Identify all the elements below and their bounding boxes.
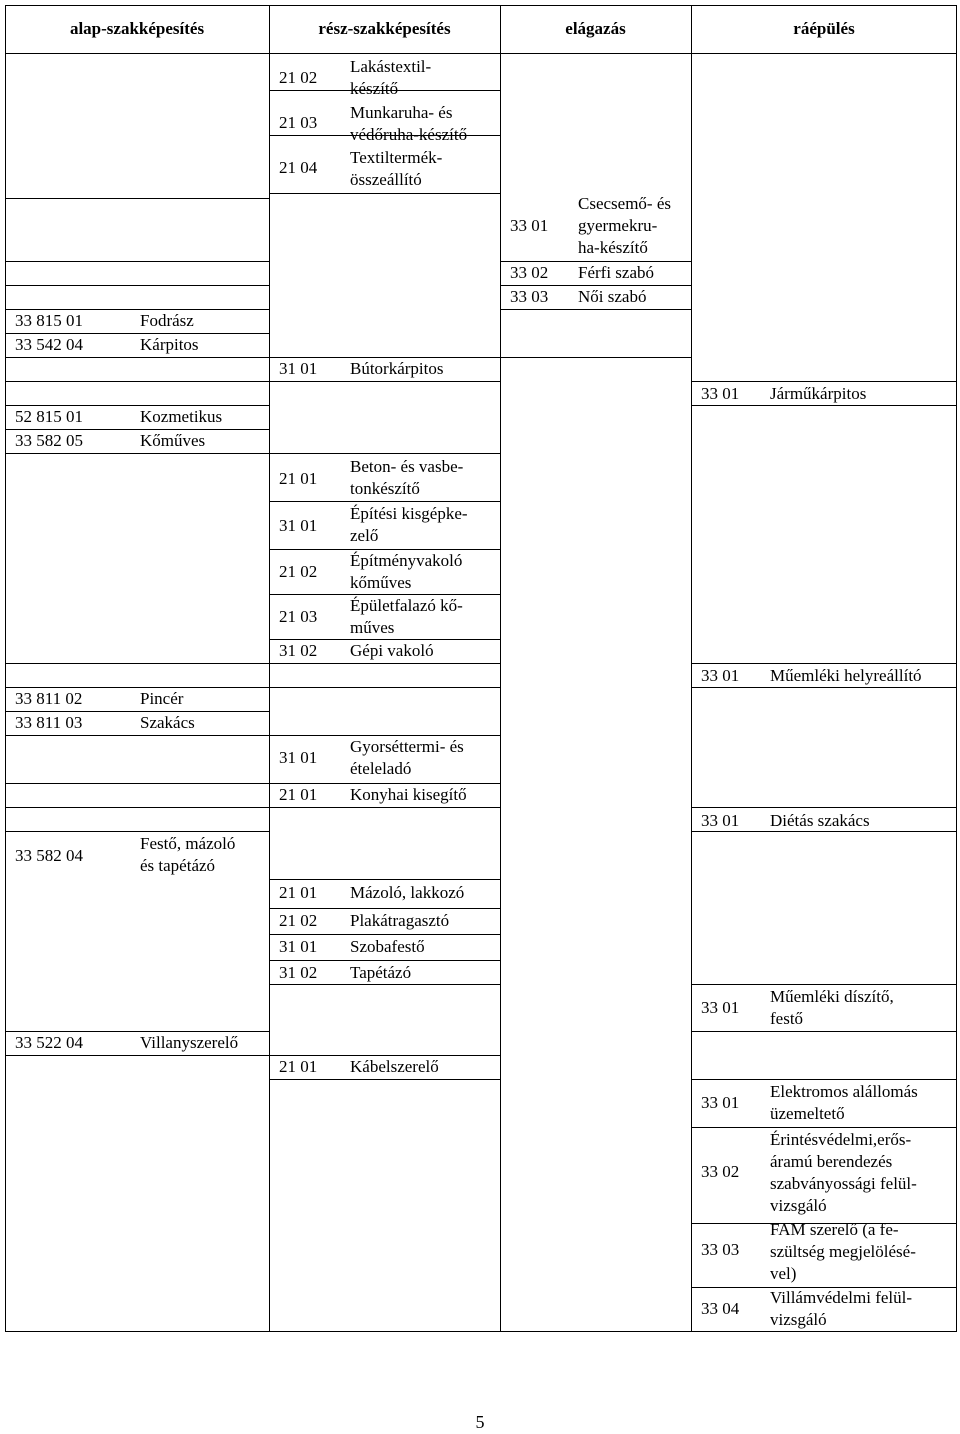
- code: 21 03: [279, 113, 318, 132]
- code: 52 815 01: [15, 407, 83, 426]
- code: 31 02: [279, 641, 318, 660]
- name: vizsgáló: [770, 1310, 827, 1329]
- name: Villámvédelmi felül-: [770, 1288, 913, 1307]
- name: Műemléki díszítő,: [770, 987, 894, 1006]
- name: Gyorséttermi- és: [350, 737, 464, 756]
- row-line: [691, 984, 957, 985]
- name: festő: [770, 1009, 804, 1028]
- row-line: [500, 309, 691, 310]
- code: 21 01: [279, 883, 318, 902]
- row-line: [269, 501, 500, 502]
- name: összeállító: [350, 170, 422, 189]
- name: Elektromos alállomás: [770, 1082, 918, 1101]
- name: zelő: [350, 526, 379, 545]
- name: tonkészítő: [350, 479, 420, 498]
- name: Kárpitos: [140, 335, 199, 354]
- name: műves: [350, 618, 395, 637]
- column-divider: [691, 5, 692, 1332]
- row-line: [269, 960, 500, 961]
- code: 21 02: [279, 911, 318, 930]
- name: Építési kisgépke-: [350, 504, 468, 523]
- column-divider: [500, 5, 501, 1332]
- row-line: [5, 831, 269, 832]
- row-line: [269, 908, 500, 909]
- code: 21 03: [279, 607, 318, 626]
- name: áramú berendezés: [770, 1152, 893, 1171]
- code: 31 01: [279, 937, 318, 956]
- name: Járműkárpitos: [770, 384, 867, 403]
- name: Női szabó: [578, 287, 647, 306]
- name: szabványossági felül-: [770, 1174, 917, 1193]
- code: 33 01: [701, 384, 740, 403]
- name: vizsgáló: [770, 1196, 827, 1215]
- code: 33 815 01: [15, 311, 83, 330]
- row-line: [5, 357, 269, 358]
- name: Lakástextil-: [350, 57, 432, 76]
- code: 21 02: [279, 562, 318, 581]
- row-line: [269, 453, 500, 454]
- row-line: [691, 663, 957, 664]
- table-border-top: [5, 5, 957, 6]
- column-divider: [269, 5, 270, 1332]
- row-line: [5, 453, 269, 454]
- code: 21 01: [279, 785, 318, 804]
- name: Kozmetikus: [140, 407, 223, 426]
- code: 31 01: [279, 516, 318, 535]
- name: Plakátragasztó: [350, 911, 450, 930]
- name: Szakács: [140, 713, 195, 732]
- row-line: [269, 193, 500, 194]
- row-line: [5, 1055, 269, 1056]
- row-line: [500, 357, 691, 358]
- row-line: [691, 1079, 957, 1080]
- row-line: [5, 783, 269, 784]
- row-line: [691, 1127, 957, 1128]
- name: FAM szerelő (a fe-: [770, 1220, 899, 1239]
- table-border-right: [956, 5, 957, 1332]
- code: 33 04: [701, 1299, 740, 1318]
- row-line: [5, 735, 269, 736]
- header-raepules: ráépülés: [793, 19, 855, 38]
- row-line: [691, 687, 957, 688]
- name: Textiltermék-: [350, 148, 443, 167]
- code: 21 01: [279, 1057, 318, 1076]
- code: 33 01: [701, 998, 740, 1017]
- code: 33 01: [701, 666, 740, 685]
- name: Festő, mázoló: [140, 834, 236, 853]
- code: 21 01: [279, 469, 318, 488]
- code: 33 542 04: [15, 335, 83, 354]
- row-line: [691, 405, 957, 406]
- name: Bútorkárpitos: [350, 359, 444, 378]
- row-line: [5, 381, 269, 382]
- row-line: [269, 984, 500, 985]
- row-line: [269, 381, 500, 382]
- row-line: [269, 687, 500, 688]
- code: 33 811 02: [15, 689, 83, 708]
- row-line: [5, 663, 269, 664]
- name: Tapétázó: [350, 963, 412, 982]
- name: készítő: [350, 79, 399, 98]
- code: 33 02: [510, 263, 549, 282]
- name: és tapétázó: [140, 856, 216, 875]
- row-line: [691, 381, 957, 382]
- name: vel): [770, 1264, 797, 1283]
- name: Épületfalazó kő-: [350, 596, 463, 615]
- name: Kőműves: [140, 431, 206, 450]
- code: 33 02: [701, 1162, 740, 1181]
- name: Szobafestő: [350, 937, 425, 956]
- name: Csecsemő- és: [578, 194, 672, 213]
- name: Műemléki helyreállító: [770, 666, 922, 685]
- code: 21 02: [279, 68, 318, 87]
- row-line: [5, 261, 269, 262]
- qualification-table: [5, 5, 957, 1332]
- row-line: [269, 663, 500, 664]
- page-number: 5: [475, 1412, 485, 1432]
- name: Munkaruha- és: [350, 103, 453, 122]
- table-border-bottom: [5, 1331, 957, 1332]
- header-alap: alap-szakképesítés: [69, 19, 205, 38]
- name: Építményvakoló: [350, 551, 463, 570]
- header-divider: [5, 53, 957, 54]
- name: védőruha-készítő: [350, 125, 468, 144]
- name: üzemeltető: [770, 1104, 845, 1123]
- row-line: [5, 807, 269, 808]
- name: Férfi szabó: [578, 263, 655, 282]
- name: Kábelszerelő: [350, 1057, 439, 1076]
- code: 33 01: [510, 216, 549, 235]
- row-line: [269, 934, 500, 935]
- name: Konyhai kisegítő: [350, 785, 467, 804]
- name: Gépi vakoló: [350, 641, 434, 660]
- header-resz: rész-szakképesítés: [318, 19, 451, 38]
- name: gyermekru-: [578, 216, 658, 235]
- name: Diétás szakács: [770, 811, 870, 830]
- row-line: [691, 1031, 957, 1032]
- code: 33 582 04: [15, 846, 83, 865]
- name: kőműves: [350, 573, 412, 592]
- name: Mázoló, lakkozó: [350, 883, 465, 902]
- code: 33 01: [701, 1093, 740, 1112]
- name: ha-készítő: [578, 238, 648, 257]
- code: 33 522 04: [15, 1033, 83, 1052]
- row-line: [269, 807, 500, 808]
- name: Fodrász: [140, 311, 194, 330]
- name: ételeladó: [350, 759, 412, 778]
- code: 31 02: [279, 963, 318, 982]
- row-line: [5, 198, 269, 199]
- row-line: [5, 285, 269, 286]
- code: 21 04: [279, 158, 318, 177]
- code: 31 01: [279, 748, 318, 767]
- header-elagazas: elágazás: [565, 19, 626, 38]
- table-border-left: [5, 5, 6, 1332]
- code: 33 811 03: [15, 713, 83, 732]
- row-line: [269, 1079, 500, 1080]
- code: 31 01: [279, 359, 318, 378]
- row-line: [269, 879, 500, 880]
- row-line: [691, 807, 957, 808]
- code: 33 01: [701, 811, 740, 830]
- name: Érintésvédelmi,erős-: [770, 1130, 912, 1149]
- name: Villanyszerelő: [140, 1033, 239, 1052]
- name: Pincér: [140, 689, 184, 708]
- code: 33 03: [701, 1240, 740, 1259]
- name: szültség megjelölésé-: [770, 1242, 916, 1261]
- code: 33 03: [510, 287, 549, 306]
- name: Beton- és vasbe-: [350, 457, 464, 476]
- code: 33 582 05: [15, 431, 83, 450]
